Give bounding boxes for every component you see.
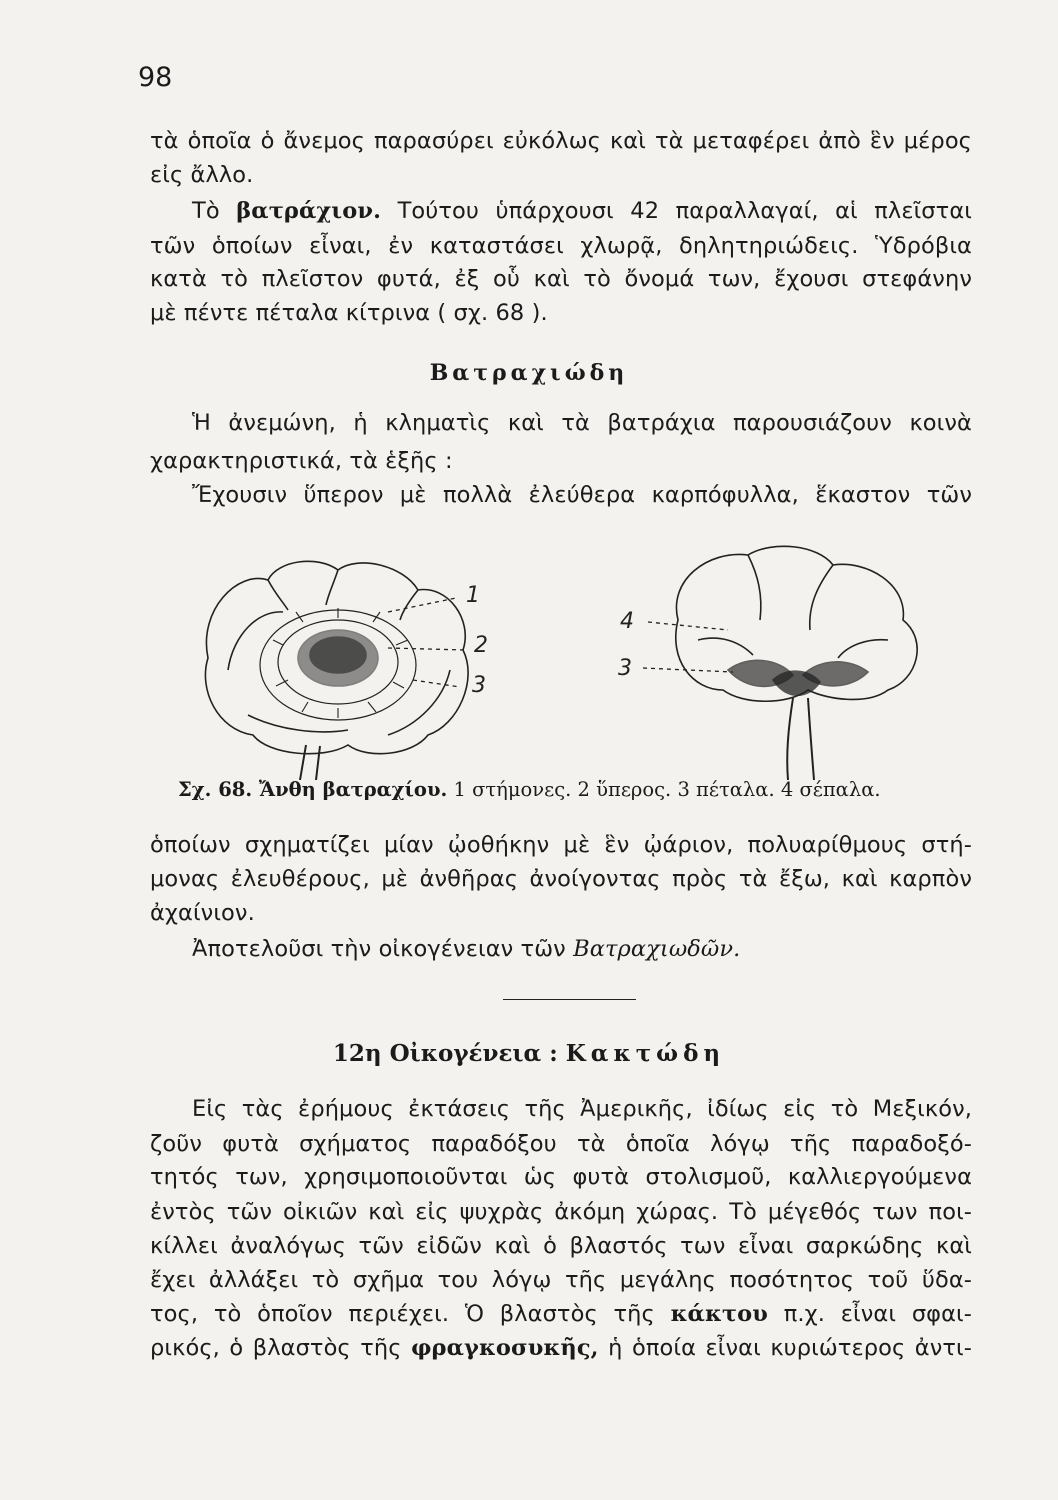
cactus-line-7-prefix: τος, τὸ ὁποῖον περιέχει. Ὁ βλαστὸς τῆς [150, 1301, 655, 1327]
figure-caption-items: 1 στήμονες. 2 ὕπερος. 3 πέταλα. 4 σέπαλα. [453, 778, 881, 801]
cactus-line-7-suffix: π.χ. εἶναι σφαι- [783, 1301, 972, 1327]
term-kaktou: κάκτου [670, 1301, 768, 1327]
flower-left-illustration [205, 561, 468, 780]
figure-caption-label: Σχ. 68. Ἄνθη βατραχίου. [178, 778, 448, 801]
family-heading-prefix: 12η Οἰκογένεια : [332, 1040, 558, 1067]
cactus-line-6: ἔχει ἀλλάξει τὸ σχῆμα του λόγῳ τῆς μεγάλης ποσότητος τοῦ ὕδα- [150, 1267, 972, 1293]
page-number: 98 [138, 62, 173, 93]
family-heading [0, 1040, 1058, 1067]
section-line-2: χαρακτηριστικά, τὰ ἑξῆς : [150, 448, 453, 474]
family-name-italic: Βατραχιωδῶν. [573, 936, 741, 962]
cactus-line-7 [150, 1299, 972, 1329]
after-figure-line-4 [150, 934, 972, 964]
cactus-line-8-suffix: ἡ ὁποία εἶναι κυριώτερος ἀντι- [608, 1335, 972, 1361]
batrachion-line-2: τῶν ὁποίων εἶναι, ἐν καταστάσει χλωρᾷ, δηλητηριώδεις. Ὑδρόβια [150, 233, 972, 259]
section-line-3: Ἔχουσιν ὕπερον μὲ πολλὰ ἐλεύθερα καρπόφυλλα, ἕκαστον τῶν [192, 482, 972, 508]
term-fragkosykis: φραγκοσυκῆς, [411, 1335, 599, 1361]
batrachion-term: βατράχιον. [236, 198, 382, 224]
family-heading-name: Κακτώδη [565, 1040, 726, 1067]
cactus-line-1: Εἰς τὰς ἐρήμους ἐκτάσεις τῆς Ἀμερικῆς, ἰδίως εἰς τὸ Μεξικόν, [192, 1096, 972, 1122]
cactus-line-4: ἐντὸς τῶν οἰκιῶν καὶ εἰς ψυχρὰς ἀκόμη χώρας. Τὸ μέγεθός των ποι- [150, 1199, 972, 1225]
after-figure-line-3: ἀχαίνιον. [150, 900, 255, 926]
batrachion-line-4: μὲ πέντε πέταλα κίτρινα ( σχ. 68 ). [150, 300, 548, 326]
section-divider [503, 999, 636, 1000]
cactus-line-8-prefix: ρικός, ὁ βλαστὸς τῆς [150, 1335, 402, 1361]
figure-label-2: 2 [474, 633, 488, 658]
section-heading: Βατραχιώδη [429, 360, 629, 386]
figure-caption [178, 778, 978, 801]
figure-label-3-right: 3 [618, 656, 632, 681]
after-figure-line-4-prefix: Ἀποτελοῦσι τὴν οἰκογένειαν τῶν [192, 936, 566, 962]
buttercup-flowers-figure [188, 540, 988, 780]
cactus-line-3: τητός των, χρησιμοποιοῦνται ὡς φυτὰ στολισμοῦ, καλλιεργούμενα [150, 1164, 972, 1190]
flower-right-illustration [643, 546, 917, 780]
cactus-line-8 [150, 1333, 972, 1363]
figure-label-1: 1 [466, 583, 480, 608]
cactus-line-5: κίλλει ἀναλόγως τῶν εἰδῶν καὶ ὁ βλαστός των εἶναι σαρκώδης καὶ [150, 1233, 972, 1259]
cactus-line-2: ζοῦν φυτὰ σχήματος παραδόξου τὰ ὁποῖα λόγῳ τῆς παραδοξό- [150, 1131, 972, 1157]
after-figure-line-1: ὁποίων σχηματίζει μίαν ᾠοθήκην μὲ ἓν ᾠάριον, πολυαρίθμους στή- [150, 832, 972, 858]
figure-label-3-left: 3 [472, 673, 486, 698]
batrachion-prefix: Τὸ [192, 198, 220, 224]
intro-line-2: εἰς ἄλλο. [150, 162, 254, 188]
batrachion-line-3: κατὰ τὸ πλεῖστον φυτά, ἐξ οὗ καὶ τὸ ὄνομά των, ἔχουσι στεφάνην [150, 266, 972, 292]
section-line-1: Ἡ ἀνεμώνη, ἡ κληματὶς καὶ τὰ βατράχια παρουσιάζουν κοινὰ [192, 410, 972, 436]
after-figure-line-2: μονας ἐλευθέρους, μὲ ἀνθῆρας ἀνοίγοντας πρὸς τὰ ἔξω, καὶ καρπὸν [150, 866, 972, 892]
batrachion-line-1-rest: Τούτου ὑπάρχουσι 42 παραλλαγαί, αἱ πλεῖσται [397, 198, 972, 224]
batrachion-line-1 [150, 196, 972, 226]
figure-label-4: 4 [620, 609, 634, 634]
intro-line-1: τὰ ὁποῖα ὁ ἄνεμος παρασύρει εὐκόλως καὶ τὰ μεταφέρει ἀπὸ ἓν μέρος [150, 128, 972, 154]
